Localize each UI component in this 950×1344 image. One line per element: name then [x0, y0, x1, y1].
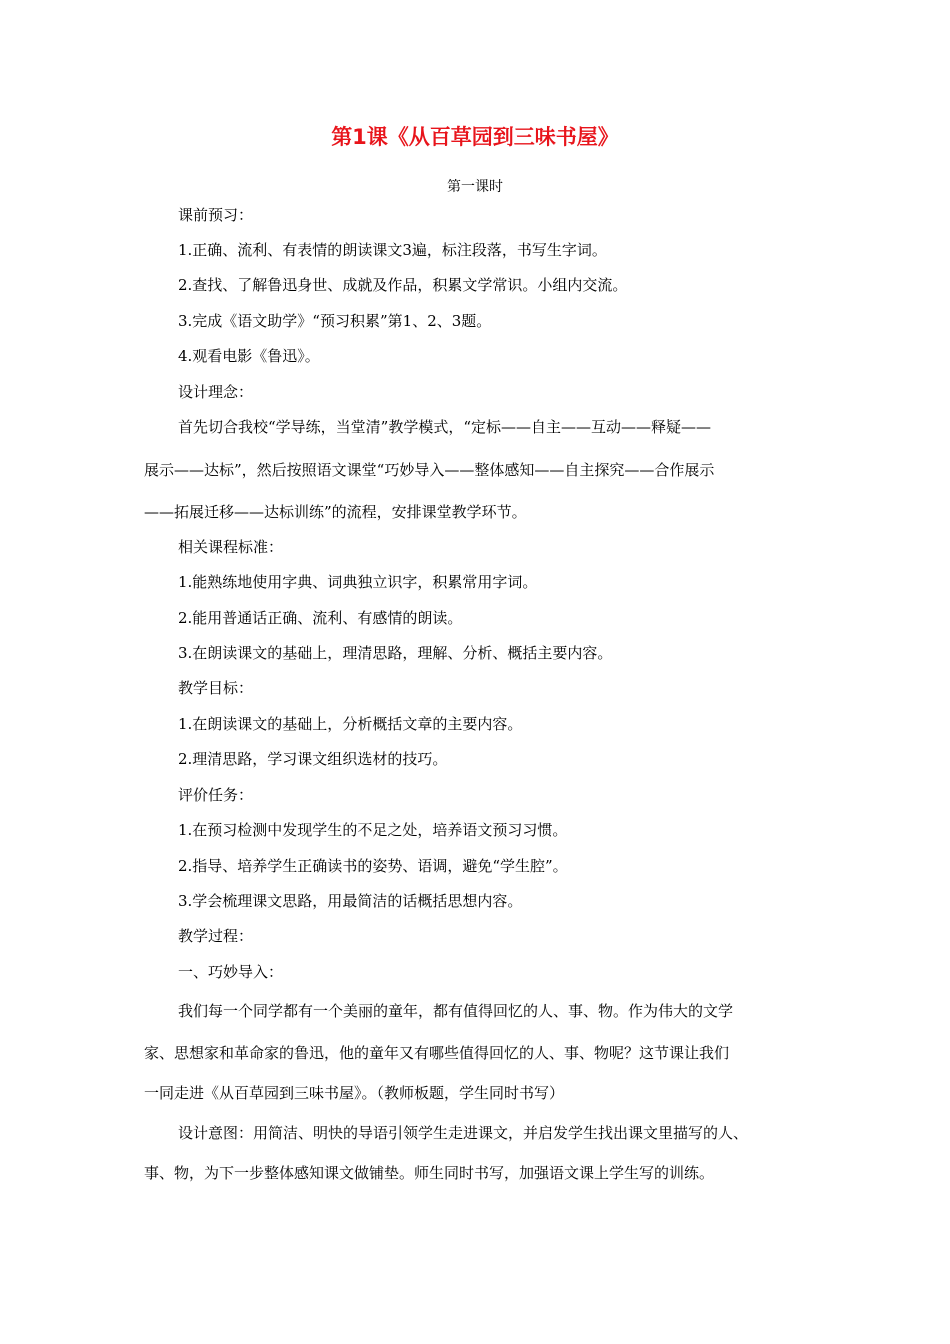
- preview-item: 4.观看电影《鲁迅》。: [178, 347, 320, 365]
- preview-heading: 课前预习：: [178, 206, 254, 224]
- step1-line: 一同走进《从百草园到三味书屋》。（教师板题，学生同时书写）: [144, 1084, 565, 1102]
- preview-item: 3.完成《语文助学》“预习积累”第1、2、3题。: [178, 312, 492, 330]
- lesson-subtitle: 第一课时: [447, 179, 503, 195]
- standards-item: 1.能熟练地使用字典、词典独立识字，积累常用字词。: [178, 573, 538, 591]
- step1-heading: 一、巧妙导入：: [178, 963, 284, 981]
- goals-heading: 教学目标：: [178, 679, 254, 697]
- concept-heading: 设计理念：: [178, 383, 254, 401]
- preview-item: 1.正确、流利、有表情的朗读课文3遍，标注段落，书写生字词。: [178, 241, 607, 259]
- process-heading: 教学过程：: [178, 927, 254, 945]
- tasks-item: 1.在预习检测中发现学生的不足之处，培养语文预习习惯。: [178, 821, 568, 839]
- intent-line: 设计意图：用简洁、明快的导语引领学生走进课文，并启发学生找出课文里描写的人、: [178, 1124, 749, 1142]
- preview-item: 2.查找、了解鲁迅身世、成就及作品，积累文学常识。小组内交流。: [178, 276, 628, 294]
- tasks-item: 3.学会梳理课文思路，用最简洁的话概括思想内容。: [178, 892, 523, 910]
- standards-item: 2.能用普通话正确、流利、有感情的朗读。: [178, 609, 463, 627]
- concept-line: 首先切合我校“学导练，当堂清”教学模式，“定标——自主——互动——释疑——: [178, 418, 712, 436]
- standards-item: 3.在朗读课文的基础上，理清思路，理解、分析、概括主要内容。: [178, 644, 613, 662]
- goals-item: 1.在朗读课文的基础上，分析概括文章的主要内容。: [178, 715, 523, 733]
- concept-line: 展示——达标”，然后按照语文课堂“巧妙导入——整体感知——自主探究——合作展示: [144, 461, 715, 479]
- step1-line: 家、思想家和革命家的鲁迅，他的童年又有哪些值得回忆的人、事、物呢？这节课让我们: [144, 1044, 730, 1062]
- step1-line: 我们每一个同学都有一个美丽的童年，都有值得回忆的人、事、物。作为伟大的文学: [178, 1002, 734, 1020]
- intent-line: 事、物，为下一步整体感知课文做铺垫。师生同时书写，加强语文课上学生写的训练。: [144, 1164, 715, 1182]
- lesson-title: 第1课《从百草园到三味书屋》: [331, 125, 619, 149]
- concept-line: ——拓展迁移——达标训练”的流程，安排课堂教学环节。: [144, 503, 527, 521]
- goals-item: 2.理清思路，学习课文组织选材的技巧。: [178, 750, 448, 768]
- tasks-heading: 评价任务：: [178, 786, 254, 804]
- standards-heading: 相关课程标准：: [178, 538, 284, 556]
- tasks-item: 2.指导、培养学生正确读书的姿势、语调，避免“学生腔”。: [178, 857, 568, 875]
